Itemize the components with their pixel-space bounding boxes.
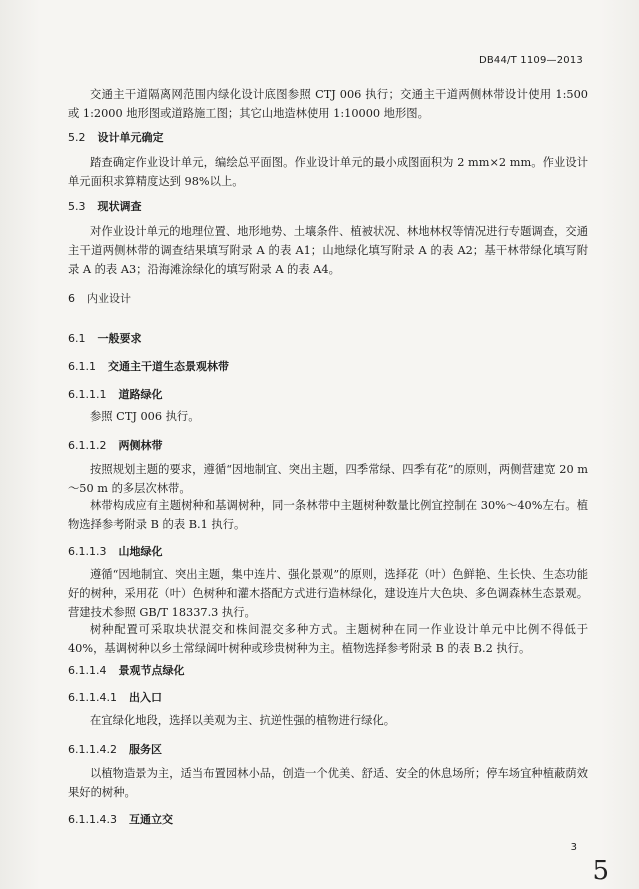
heading-title: 道路绿化 <box>118 388 163 401</box>
page-number: 3 <box>570 842 577 853</box>
heading-5-3 <box>68 198 142 214</box>
heading-title: 互通立交 <box>128 813 173 826</box>
heading-6 <box>68 290 131 306</box>
heading-title: 现状调查 <box>97 200 142 213</box>
heading-6-1 <box>68 330 142 346</box>
heading-title: 内业设计 <box>87 292 131 305</box>
heading-title: 两侧林带 <box>118 439 163 452</box>
heading-number: 6.1.1.3 <box>68 545 107 558</box>
heading-number: 6.1.1.1 <box>68 388 107 401</box>
heading-6-1-1-1 <box>68 386 162 402</box>
heading-title: 山地绿化 <box>118 545 163 558</box>
heading-number: 6.1.1.4.2 <box>68 743 117 756</box>
heading-number: 6 <box>68 292 75 305</box>
paragraph-service-area: 以植物造景为主，适当布置园林小品，创造一个优美、舒适、安全的休息场所；停车场宜种植蔽荫效果好的树种。 <box>68 767 588 799</box>
heading-title: 服务区 <box>128 743 162 756</box>
heading-6-1-1 <box>68 358 229 374</box>
handwritten-page-number: 5 <box>592 856 609 886</box>
heading-title: 景观节点绿化 <box>118 664 185 677</box>
heading-title: 设计单元确定 <box>97 131 164 144</box>
heading-number: 6.1.1.4.1 <box>68 691 117 704</box>
heading-6-1-1-2 <box>68 437 162 453</box>
paragraph-road-greening: 参照 CTJ 006 执行。 <box>90 410 200 423</box>
heading-6-1-1-4-3 <box>68 811 173 827</box>
heading-number: 5.2 <box>68 131 86 144</box>
heading-6-1-1-4-2 <box>68 741 162 757</box>
paragraph-tree-configuration: 树种配置可采取块状混交和株间混交多种方式。主题树种在同一作业设计单元中比例不得低于 40%，基调树种以乡土常绿阔叶树种或珍贵树种为主。植物选择参考附录 B 的表 B.2 执行。 <box>68 623 588 655</box>
heading-number: 6.1.1.4 <box>68 664 107 677</box>
heading-5-2 <box>68 129 164 145</box>
heading-number: 6.1.1.4.3 <box>68 813 117 826</box>
paragraph-forest-belt-theme: 按照规划主题的要求，遵循“因地制宜、突出主题，四季常绿、四季有花”的原则，两侧营建宽 20 m～50 m 的多层次林带。 <box>68 463 588 495</box>
heading-6-1-1-4 <box>68 662 184 678</box>
paragraph-survey: 对作业设计单元的地理位置、地形地势、土壤条件、植被状况、林地林权等情况进行专题调查，交通主干道两侧林带的调查结果填写附录 A 的表 A1；山地绿化填写附录 A 的表 A2；基干林带绿化填写附录 A 的表 A3；沿海滩涂绿化的填写附录 A 的表 A4。 <box>68 225 588 276</box>
paragraph-base-map: 交通主干道隔离网范围内绿化设计底图参照 CTJ 006 执行；交通主干道两侧林带设计使用 1:500 或 1:2000 地形图或道路施工图；其它山地造林使用 1:10000 地形图。 <box>68 88 588 120</box>
paragraph-entrance: 在宜绿化地段，选择以美观为主、抗逆性强的植物进行绿化。 <box>90 714 396 727</box>
paragraph-forest-belt-species: 林带构成应有主题树种和基调树种，同一条林带中主题树种数量比例宜控制在 30%～40%左右。植物选择参考附录 B 的表 B.1 执行。 <box>68 499 588 531</box>
standard-code-header: DB44/T 1109—2013 <box>478 55 583 66</box>
heading-title: 一般要求 <box>97 332 142 345</box>
heading-6-1-1-4-1 <box>68 689 162 705</box>
heading-number: 5.3 <box>68 200 86 213</box>
heading-number: 6.1.1 <box>68 360 96 373</box>
heading-number: 6.1.1.2 <box>68 439 107 452</box>
paragraph-mountain-greening: 遵循“因地制宜、突出主题，集中连片、强化景观”的原则，选择花（叶）色鲜艳、生长快、生态功能好的树种，采用花（叶）色树种和灌木搭配方式进行造林绿化，建设连片大色块、多色调森林生态景观。营建技术参照 GB/T 18337.3 执行。 <box>68 568 588 619</box>
paragraph-design-unit: 踏查确定作业设计单元，编绘总平面图。作业设计单元的最小成图面积为 2 mm×2 mm。作业设计单元面积求算精度达到 98%以上。 <box>68 156 588 188</box>
heading-6-1-1-3 <box>68 543 162 559</box>
heading-title: 交通主干道生态景观林带 <box>108 360 229 373</box>
heading-title: 出入口 <box>128 691 162 704</box>
heading-number: 6.1 <box>68 332 86 345</box>
